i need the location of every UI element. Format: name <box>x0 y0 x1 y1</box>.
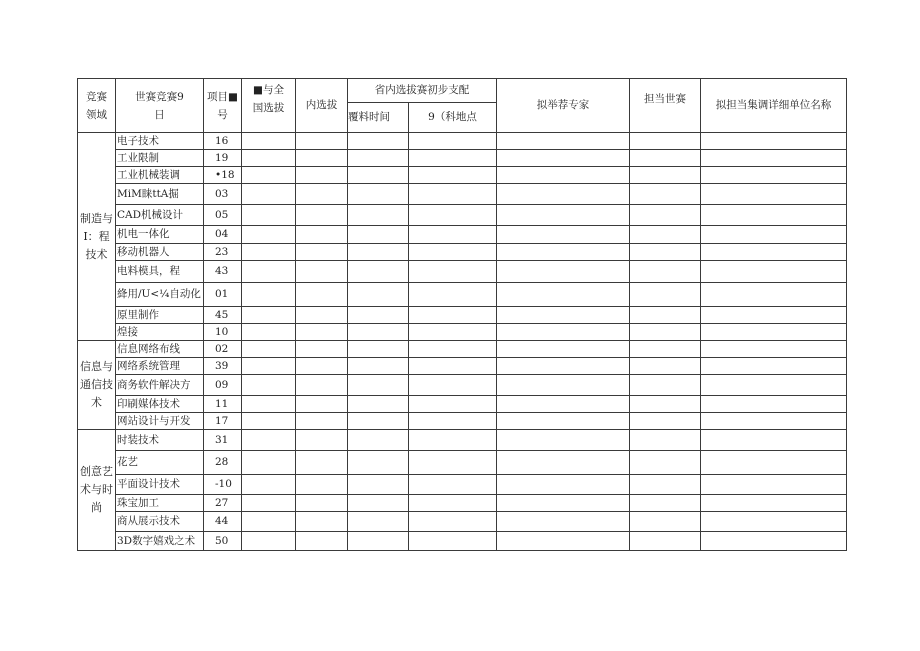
empty-cell <box>242 358 296 375</box>
empty-cell <box>348 375 409 396</box>
empty-cell <box>242 226 296 244</box>
skill-name: 煌接 <box>116 324 204 341</box>
empty-cell <box>497 512 630 532</box>
empty-cell <box>701 341 847 358</box>
empty-cell <box>701 324 847 341</box>
empty-cell <box>242 167 296 184</box>
empty-cell <box>409 495 497 512</box>
header-domain: 竞赛领域 <box>78 79 116 133</box>
empty-cell <box>497 341 630 358</box>
skill-name: 网站设计与开发 <box>116 413 204 430</box>
empty-cell <box>296 413 348 430</box>
empty-cell <box>296 532 348 551</box>
empty-cell <box>296 261 348 283</box>
header-provincial-arrangement: 省内选拔赛初步支配 <box>348 79 497 103</box>
skill-name: 电料模具，程 <box>116 261 204 283</box>
skill-name: MiM睐ttA掘 <box>116 184 204 205</box>
header-project-number: 项目■号 <box>204 79 242 133</box>
skill-code: 17 <box>204 413 242 430</box>
empty-cell <box>296 512 348 532</box>
empty-cell <box>701 244 847 261</box>
empty-cell <box>409 226 497 244</box>
empty-cell <box>701 532 847 551</box>
empty-cell <box>296 324 348 341</box>
domain-label: 创意艺术与时尚 <box>78 430 116 551</box>
empty-cell <box>497 396 630 413</box>
empty-cell <box>630 475 701 495</box>
empty-cell <box>348 512 409 532</box>
skill-name: 网络系统管理 <box>116 358 204 375</box>
empty-cell <box>409 413 497 430</box>
empty-cell <box>701 512 847 532</box>
empty-cell <box>242 532 296 551</box>
empty-cell <box>630 413 701 430</box>
header-provincial-selection: 内选拔 <box>296 79 348 133</box>
skill-code: 03 <box>204 184 242 205</box>
empty-cell <box>630 495 701 512</box>
skill-name: 移动机器人 <box>116 244 204 261</box>
skill-name: 商从展示技术 <box>116 512 204 532</box>
empty-cell <box>409 396 497 413</box>
empty-cell <box>630 307 701 324</box>
empty-cell <box>348 133 409 150</box>
skill-code: -10 <box>204 475 242 495</box>
empty-cell <box>497 475 630 495</box>
empty-cell <box>701 475 847 495</box>
empty-cell <box>630 205 701 226</box>
empty-cell <box>630 324 701 341</box>
empty-cell <box>701 396 847 413</box>
skill-code: 50 <box>204 532 242 551</box>
header-national-selection: ■与全国选拔 <box>242 79 296 133</box>
empty-cell <box>701 495 847 512</box>
empty-cell <box>409 167 497 184</box>
empty-cell <box>409 283 497 307</box>
empty-cell <box>296 226 348 244</box>
skill-name: 花艺 <box>116 451 204 475</box>
skill-name: 原里制作 <box>116 307 204 324</box>
empty-cell <box>497 205 630 226</box>
empty-cell <box>242 451 296 475</box>
empty-cell <box>242 283 296 307</box>
empty-cell <box>630 167 701 184</box>
skill-name: 工业限制 <box>116 150 204 167</box>
empty-cell <box>701 226 847 244</box>
empty-cell <box>630 430 701 451</box>
empty-cell <box>701 205 847 226</box>
empty-cell <box>348 532 409 551</box>
empty-cell <box>348 341 409 358</box>
empty-cell <box>296 244 348 261</box>
empty-cell <box>630 358 701 375</box>
empty-cell <box>630 396 701 413</box>
empty-cell <box>497 133 630 150</box>
skill-name: 3D数字嬉戏之术 <box>116 532 204 551</box>
empty-cell <box>296 341 348 358</box>
empty-cell <box>497 495 630 512</box>
empty-cell <box>348 205 409 226</box>
empty-cell <box>296 430 348 451</box>
empty-cell <box>348 324 409 341</box>
empty-cell <box>409 532 497 551</box>
empty-cell <box>701 283 847 307</box>
skill-name: 平面设计技术 <box>116 475 204 495</box>
skill-code: 05 <box>204 205 242 226</box>
empty-cell <box>630 184 701 205</box>
empty-cell <box>242 413 296 430</box>
empty-cell <box>701 430 847 451</box>
empty-cell <box>497 184 630 205</box>
empty-cell <box>497 413 630 430</box>
empty-cell <box>409 475 497 495</box>
empty-cell <box>701 451 847 475</box>
skill-name: 机电一体化 <box>116 226 204 244</box>
empty-cell <box>296 283 348 307</box>
empty-cell <box>630 512 701 532</box>
empty-cell <box>497 430 630 451</box>
skill-name: 商务软件解决方 <box>116 375 204 396</box>
empty-cell <box>242 495 296 512</box>
empty-cell <box>701 413 847 430</box>
skill-name: 信息网络布线 <box>116 341 204 358</box>
skill-code: 09 <box>204 375 242 396</box>
empty-cell <box>497 532 630 551</box>
empty-cell <box>701 375 847 396</box>
empty-cell <box>296 307 348 324</box>
empty-cell <box>296 475 348 495</box>
empty-cell <box>348 167 409 184</box>
empty-cell <box>630 133 701 150</box>
empty-cell <box>409 430 497 451</box>
skill-name: 时装技术 <box>116 430 204 451</box>
empty-cell <box>701 184 847 205</box>
empty-cell <box>242 324 296 341</box>
empty-cell <box>701 358 847 375</box>
empty-cell <box>242 430 296 451</box>
empty-cell <box>409 358 497 375</box>
skill-code: 27 <box>204 495 242 512</box>
empty-cell <box>296 358 348 375</box>
empty-cell <box>348 261 409 283</box>
empty-cell <box>242 475 296 495</box>
empty-cell <box>701 150 847 167</box>
domain-label: 信息与通信技术 <box>78 341 116 430</box>
empty-cell <box>242 396 296 413</box>
empty-cell <box>497 307 630 324</box>
skill-name: 印刷媒体技术 <box>116 396 204 413</box>
skill-name: CAD机械设计 <box>116 205 204 226</box>
empty-cell <box>242 150 296 167</box>
empty-cell <box>348 358 409 375</box>
empty-cell <box>348 475 409 495</box>
skill-code: 44 <box>204 512 242 532</box>
empty-cell <box>409 244 497 261</box>
skill-code: 39 <box>204 358 242 375</box>
skill-code: 23 <box>204 244 242 261</box>
empty-cell <box>348 430 409 451</box>
skill-code: 11 <box>204 396 242 413</box>
header-time: 覆料时间 <box>348 103 409 133</box>
empty-cell <box>630 375 701 396</box>
empty-cell <box>348 396 409 413</box>
empty-cell <box>409 184 497 205</box>
empty-cell <box>409 451 497 475</box>
header-world-role: 担当世赛 <box>630 79 701 133</box>
empty-cell <box>242 133 296 150</box>
empty-cell <box>701 167 847 184</box>
skill-name: 电子技术 <box>116 133 204 150</box>
empty-cell <box>296 451 348 475</box>
empty-cell <box>497 150 630 167</box>
empty-cell <box>242 261 296 283</box>
empty-cell <box>242 184 296 205</box>
empty-cell <box>701 307 847 324</box>
empty-cell <box>630 451 701 475</box>
empty-cell <box>296 205 348 226</box>
empty-cell <box>630 341 701 358</box>
header-world-competition: 世赛竞赛9日 <box>116 79 204 133</box>
empty-cell <box>296 184 348 205</box>
empty-cell <box>409 150 497 167</box>
empty-cell <box>348 150 409 167</box>
empty-cell <box>630 150 701 167</box>
skill-code: 16 <box>204 133 242 150</box>
empty-cell <box>348 184 409 205</box>
skill-code: •18 <box>204 167 242 184</box>
empty-cell <box>242 205 296 226</box>
skill-code: 28 <box>204 451 242 475</box>
empty-cell <box>296 495 348 512</box>
expert-recommendation-table <box>77 78 847 551</box>
skill-code: 31 <box>204 430 242 451</box>
skill-name: 絳用/U<¼自动化 <box>116 283 204 307</box>
empty-cell <box>348 451 409 475</box>
skill-code: 10 <box>204 324 242 341</box>
header-place: 9（科地点 <box>409 103 497 133</box>
empty-cell <box>348 244 409 261</box>
skill-code: 02 <box>204 341 242 358</box>
empty-cell <box>242 307 296 324</box>
empty-cell <box>497 283 630 307</box>
empty-cell <box>497 167 630 184</box>
empty-cell <box>409 375 497 396</box>
empty-cell <box>497 244 630 261</box>
skill-code: 04 <box>204 226 242 244</box>
empty-cell <box>497 358 630 375</box>
skill-code: 43 <box>204 261 242 283</box>
empty-cell <box>409 512 497 532</box>
empty-cell <box>242 341 296 358</box>
empty-cell <box>701 261 847 283</box>
empty-cell <box>296 150 348 167</box>
empty-cell <box>348 307 409 324</box>
empty-cell <box>409 341 497 358</box>
empty-cell <box>630 244 701 261</box>
empty-cell <box>497 324 630 341</box>
empty-cell <box>409 324 497 341</box>
empty-cell <box>497 451 630 475</box>
empty-cell <box>630 261 701 283</box>
empty-cell <box>348 413 409 430</box>
empty-cell <box>497 261 630 283</box>
empty-cell <box>497 375 630 396</box>
empty-cell <box>630 226 701 244</box>
empty-cell <box>242 244 296 261</box>
empty-cell <box>630 283 701 307</box>
empty-cell <box>296 396 348 413</box>
empty-cell <box>348 495 409 512</box>
skill-code: 01 <box>204 283 242 307</box>
empty-cell <box>296 375 348 396</box>
skill-name: 工业机械装调 <box>116 167 204 184</box>
empty-cell <box>242 375 296 396</box>
empty-cell <box>409 133 497 150</box>
header-unit-name: 拟担当集调详细单位名称 <box>701 79 847 133</box>
empty-cell <box>409 307 497 324</box>
skill-code: 19 <box>204 150 242 167</box>
empty-cell <box>348 226 409 244</box>
skill-name: 珠宝加工 <box>116 495 204 512</box>
empty-cell <box>630 532 701 551</box>
empty-cell <box>497 226 630 244</box>
empty-cell <box>296 133 348 150</box>
empty-cell <box>701 133 847 150</box>
empty-cell <box>409 261 497 283</box>
skill-code: 45 <box>204 307 242 324</box>
header-recommended-experts: 拟举荐专家 <box>497 79 630 133</box>
empty-cell <box>242 512 296 532</box>
empty-cell <box>348 283 409 307</box>
empty-cell <box>296 167 348 184</box>
domain-label: 制造与I：程技术 <box>78 133 116 341</box>
empty-cell <box>409 205 497 226</box>
